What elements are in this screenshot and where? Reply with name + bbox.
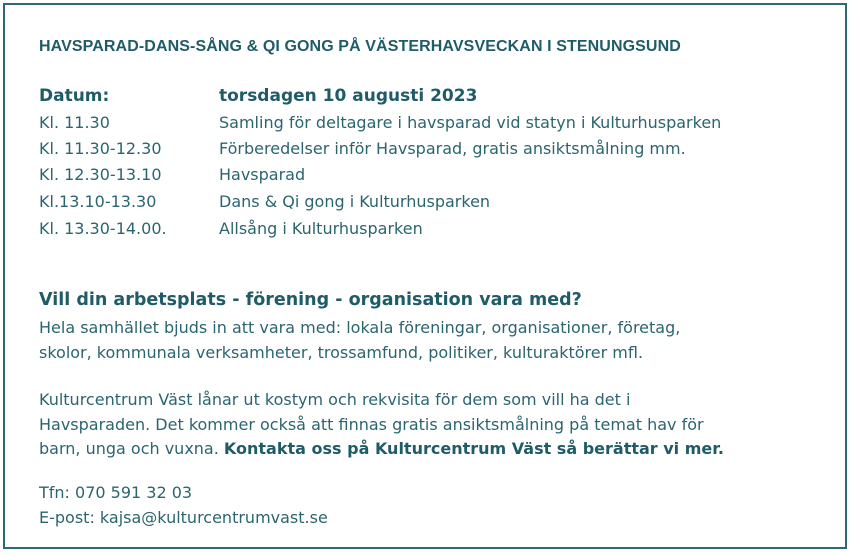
date-row xyxy=(39,86,839,112)
schedule-time: Kl. 12.30-13.10 xyxy=(39,165,162,184)
email-address: E-post: kajsa@kulturcentrumvast.se xyxy=(39,507,328,527)
schedule-time: Kl.13.10-13.30 xyxy=(39,192,157,211)
date-value: torsdagen 10 augusti 2023 xyxy=(219,86,478,106)
schedule-row xyxy=(39,219,839,245)
schedule-activity: Allsång i Kulturhusparken xyxy=(219,219,423,238)
schedule-activity: Förberedelser inför Havsparad, gratis ansiktsmålning mm. xyxy=(219,139,686,158)
contact-block xyxy=(39,481,328,530)
schedule-time: Kl. 11.30 xyxy=(39,113,110,132)
schedule-activity: Dans & Qi gong i Kulturhusparken xyxy=(219,192,491,211)
paragraph-line xyxy=(39,437,829,462)
date-label: Datum: xyxy=(39,86,110,106)
document-frame xyxy=(3,3,847,549)
info-paragraph xyxy=(39,388,829,462)
contact-call-to-action: Kontakta oss på Kulturcentrum Väst så berättar vi mer. xyxy=(223,439,724,458)
invite-paragraph xyxy=(39,316,829,365)
schedule-activity: Havsparad xyxy=(219,165,306,184)
schedule-time: Kl. 11.30-12.30 xyxy=(39,139,162,158)
page-title: HAVSPARAD-DANS-SÅNG & QI GONG PÅ VÄSTERHAVSVECKAN I STENUNGSUND xyxy=(39,38,681,55)
schedule-row xyxy=(39,139,839,165)
schedule-activity: Samling för deltagare i havsparad vid statyn i Kulturhusparken xyxy=(219,113,722,132)
paragraph-line: skolor, kommunala verksamheter, trossamfund, politiker, kulturaktörer mfl. xyxy=(39,342,644,362)
invite-heading: Vill din arbetsplats - förening - organisation vara med? xyxy=(39,290,582,310)
schedule-row xyxy=(39,113,839,139)
schedule-row xyxy=(39,192,839,218)
schedule-row xyxy=(39,165,839,191)
paragraph-line: Havsparaden. Det kommer också att finnas gratis ansiktsmålning på temat hav för xyxy=(39,414,704,434)
paragraph-text: barn, unga och vuxna. xyxy=(39,439,224,458)
schedule-time: Kl. 13.30-14.00. xyxy=(39,219,167,238)
paragraph-line: Hela samhället bjuds in att vara med: lokala föreningar, organisationer, företag, xyxy=(39,318,681,337)
phone-number: Tfn: 070 591 32 03 xyxy=(39,483,193,502)
paragraph-line: Kulturcentrum Väst lånar ut kostym och rekvisita för dem som vill ha det i xyxy=(39,390,631,409)
